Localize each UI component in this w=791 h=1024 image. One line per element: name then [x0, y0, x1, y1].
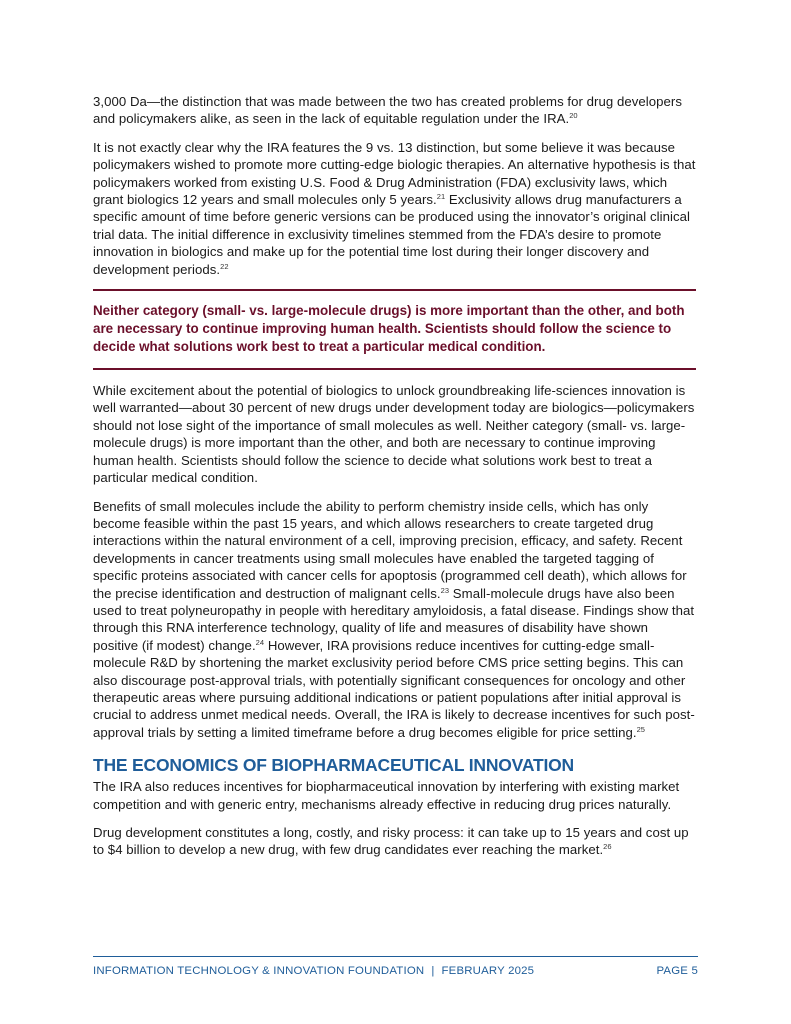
paragraph-4-text-b: Small-molecule drugs have also been used to treat polyneuropathy in people with hereditary amyloidosis, a fatal disease. Findings show that through this RNA interference technology, quality of life and measures of disability have shown positive (if modest) change.: [93, 585, 695, 653]
page-footer: [93, 956, 698, 977]
paragraph-4-text-c: However, IRA provisions reduce incentives for cutting-edge small-molecule R&D by shortening the market exclusivity period before CMS price setting begins. This can also discourage post-approval trials, with potentially significant consequences for oncology and other therapeutic areas where pursuing additional indications or patient populations after initial approval is crucial to address unmet medical needs. Overall, the IRA is likely to decrease incentives for such post-approval trials by setting a limited timeframe before a drug becomes eligible for price setting.: [93, 637, 695, 740]
pull-quote: [93, 289, 696, 370]
footnote-ref-24[interactable]: 24: [255, 637, 265, 647]
paragraph-4: [93, 498, 696, 742]
paragraph-3: [93, 382, 696, 486]
paragraph-3-text: While excitement about the potential of biologics to unlock groundbreaking life-sciences innovation is well warranted—about 30 percent of new drugs under development today are biologics—policymakers should not lose sight of the importance of small molecules as well. Neither category (small- vs. large-molecule drugs) is more important than the other, and both are necessary to continue improving human health. Scientists should follow the science to decide what solutions work best to treat a particular medical condition.: [93, 383, 695, 486]
paragraph-4-text-a: Benefits of small molecules include the ability to perform chemistry inside cells, which has only become feasible within the past 15 years, and which allows researchers to create targeted drug interactions within the natural environment of a cell, improving precision, efficacy, and safety. Recent developments in cancer treatments using small molecules have enabled the targeted tagging of specific proteins associated with cancer cells for apoptosis (programmed cell death), which allows for the precise identification and destruction of malignant cells.: [93, 498, 687, 601]
footnote-ref-25[interactable]: 25: [636, 724, 646, 734]
paragraph-2-text-b: Exclusivity allows drug manufacturers a specific amount of time before generic versions can be produced using the innovator’s original clinical trial data. The initial difference in exclusivity timelines stemmed from the FDA’s desire to promote innovation in biologics and make up for the potential time lost during their longer discovery and development periods.: [93, 192, 690, 277]
footer-separator: |: [431, 965, 435, 977]
footer-date: FEBRUARY 2025: [441, 965, 535, 977]
paragraph-5-text: The IRA also reduces incentives for biopharmaceutical innovation by interfering with existing market competition and with generic entry, mechanisms already effective in reducing drug prices naturally.: [93, 779, 680, 812]
paragraph-6-text: Drug development constitutes a long, costly, and risky process: it can take up to 15 years and cost up to $4 billion to develop a new drug, with few drug candidates ever reaching the market.: [93, 825, 689, 858]
footnote-ref-22[interactable]: 22: [220, 261, 229, 271]
paragraph-5: [93, 778, 696, 813]
footnote-ref-21[interactable]: 21: [436, 192, 446, 202]
paragraph-6: [93, 824, 696, 859]
paragraph-2-text-a: It is not exactly clear why the IRA features the 9 vs. 13 distinction, but some believe it was because policymakers wished to promote more cutting-edge biologic therapies. An alternative hypothesis is that policymakers worked from existing U.S. Food & Drug Administration (FDA) exclusivity laws, which grant biologics 12 years and small molecules only 5 years.: [93, 139, 696, 208]
footnote-ref-26[interactable]: 26: [603, 842, 612, 852]
pull-quote-text: Neither category (small- vs. large-molecule drugs) is more important than the other, and both are necessary to continue improving human health. Scientists should follow the science to decide what solutions work best to treat a particular medical condition.: [93, 303, 685, 355]
footnote-ref-23[interactable]: 23: [440, 585, 450, 595]
paragraph-1-text: 3,000 Da—the distinction that was made between the two has created problems for drug developers and policymakers alike, as seen in the lack of equitable regulation under the IRA.: [93, 94, 682, 127]
paragraph-2: [93, 139, 696, 278]
section-heading: THE ECONOMICS OF BIOPHARMACEUTICAL INNOVATION: [93, 755, 575, 776]
page-body: [93, 93, 696, 870]
footnote-ref-20[interactable]: 20: [569, 111, 578, 121]
paragraph-1: [93, 93, 696, 128]
footer-left: [93, 965, 534, 977]
footer-page-number: PAGE 5: [656, 965, 698, 977]
footer-organization: INFORMATION TECHNOLOGY & INNOVATION FOUNDATION: [93, 965, 425, 977]
